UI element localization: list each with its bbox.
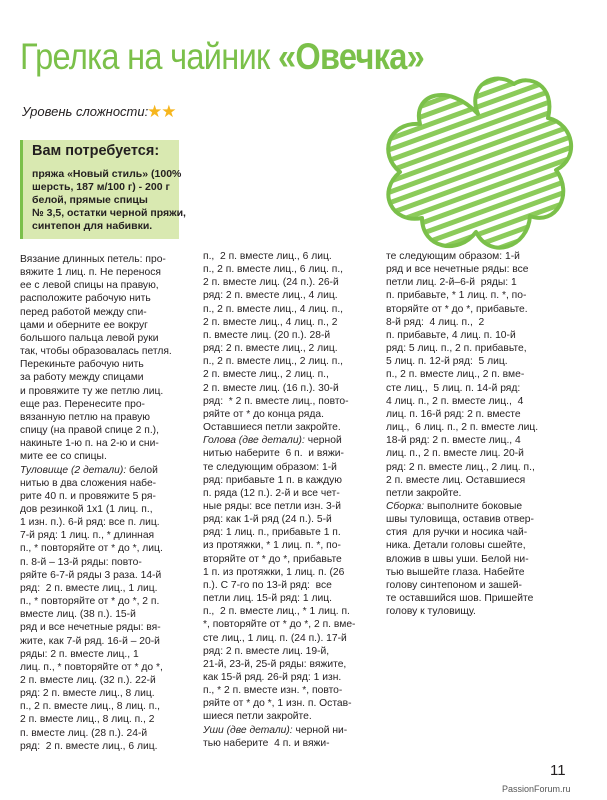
- watermark: PassionForum.ru: [502, 784, 571, 794]
- column2-body-2: черной ни- тью наберите 4 п. и вяжи-: [203, 724, 348, 749]
- page-title: [20, 36, 424, 78]
- column1-subheading: Туловище (2 детали):: [20, 464, 127, 476]
- column2-paragraph: п., 2 п. вместе лиц., 6 лиц. п., 2 п. вместе лиц., 6 лиц. п., 2 п. вместе лиц. (24 п.). 26-й ряд: 2 п. вместе лиц., 4 лиц. п., 2 п. вместе лиц., 4 лиц. п., 2 п. вместе лиц., 4 лиц. п., 2 п. вместе лиц. (20 п.). 28-й ряд: 2 п. вместе лиц., 2 лиц. п., 2 п. вместе лиц., 2 лиц. п., 2 п. вместе лиц., 2 лиц. п., 2 п. вместе лиц. (16 п.). 30-й ряд: * 2 п. вместе лиц., повто- ряйте от * до конца ряда. Оставшиеся петли закройте.: [203, 251, 349, 434]
- column3-subheading: Сборка:: [386, 500, 425, 512]
- text-column-3: [386, 250, 538, 618]
- column2-subheading: Голова (две детали):: [203, 435, 305, 447]
- title-name: «Овечка»: [277, 36, 425, 77]
- column3-body: выполните боковые швы туловища, оставив отвер- стия для ручки и носика чай- ника. Детали головы сшейте, вложив в швы уши. Белой ни- тью вышейте глаза. Набейте голову синтепоном и зашей- те оставшийся шов. Пришейте голову к туловищу.: [386, 500, 534, 618]
- text-column-1: [20, 253, 172, 753]
- column2-subheading-2: Уши (две детали):: [203, 724, 293, 736]
- text-column-2: [203, 250, 355, 750]
- column1-paragraph: Вязание длинных петель: про- вяжите 1 лиц. п. Не перенося ее с левой спицы на правую, расположите рабочую нить перед работой между спи- цами и оберните ее вокруг большого пальца левой руки так, чтобы образовалась петля. Перекиньте рабочую нить за работу между спицами и провяжите ту же петлю лиц. еще раз. Перенесите про- вязанную петлю на правую спицу (на правой спице 2 п.), накиньте 1-ю п. на 2-ю и сни- мите ее со спицы.: [20, 254, 172, 463]
- materials-heading: Вам потребуется:: [32, 143, 160, 159]
- difficulty-stars-icon: ★★: [147, 102, 176, 121]
- column1-body: белой нитью в два сложения набе- рите 40 п. и провяжите 5 ря- дов резинкой 1х1 (1 лиц. п., 1 изн. п.). 6-й ряд: все п. лиц. 7-й ряд: 1 лиц. п., * длинная п., * повторяйте от * до *, лиц. п. 8-й – 13-й ряды: повто- ряйте 6-7-й ряды 3 раза. 14-й ряд: 2 п. вместе лиц., 1 лиц. п., * повторяйте от * до *, 2 п. вместе лиц. (38 п.). 15-й ряд и все нечетные ряды: вя- жите, как 7-й ряд. 16-й – 20-й ряды: 2 п. вместе лиц., 1 лиц. п., * повторяйте от * до *, 2 п. вместе лиц. (32 п.). 22-й ряд: 2 п. вместе лиц., 8 лиц. п., 2 п. вместе лиц., 8 лиц. п., 2 п. вместе лиц., 8 лиц. п., 2 п. вместе лиц. (28 п.). 24-й ряд: 2 п. вместе лиц., 6 лиц.: [20, 464, 163, 752]
- title-prefix: Грелка на чайник: [20, 36, 278, 77]
- column3-paragraph: те следующим образом: 1-й ряд и все нечетные ряды: все петли лиц. 2-й–6-й ряды: 1 п. прибавьте, * 1 лиц. п. *, по- вторяйте от * до *, прибавьте. 8-й ряд: 4 лиц. п., 2 п. прибавьте, 4 лиц. п. 10-й ряд: 5 лиц. п., 2 п. прибавьте, 5 лиц. п. 12-й ряд: 5 лиц. п., 2 п. вместе лиц., 2 п. вме- сте лиц., 5 лиц. п. 14-й ряд: 4 лиц. п., 2 п. вместе лиц., 4 лиц. п. 16-й ряд: 2 п. вместе лиц., 6 лиц. п., 2 п. вместе лиц. 18-й ряд: 2 п. вместе лиц., 4 лиц. п., 2 п. вместе лиц. 20-й ряд: 2 п. вместе лиц., 2 лиц. п., 2 п. вместе лиц. Оставшиеся петли закройте.: [386, 251, 539, 499]
- materials-text: пряжа «Новый стиль» (100% шерсть, 187 м/100 г) - 200 г белой, прямые спицы № 3,5, остатки черной пряжи, синтепон для набивки.: [32, 168, 186, 232]
- column2-body: черной нитью наберите 6 п. и вяжи- те следующим образом: 1-й ряд: прибавьте 1 п. в каждую п. ряда (12 п.). 2-й и все чет- ные ряды: все петли изн. 3-й ряд: как 1-й ряд (24 п.). 5-й ряд: 1 лиц. п., прибавьте 1 п. из протяжки, * 1 лиц. п. *, по- вторяйте от * до *, прибавьте 1 п. из протяжки, 1 лиц. п. (26 п.). С 7-го по 13-й ряд: все петли лиц. 15-й ряд: 1 лиц. п., 2 п. вместе лиц., * 1 лиц. п. *, повторяйте от * до *, 2 п. вме- сте лиц., 1 лиц. п. (24 п.). 17-й ряд: 2 п. вместе лиц. 19-й, 21-й, 23-й, 25-й ряды: вяжите, как 15-й ряд. 26-й ряд: 1 изн. п., * 2 п. вместе изн. *, повто- ряйте от * до *, 1 изн. п. Остав- шиеся петли закройте.: [203, 435, 356, 723]
- difficulty-label: Уровень сложности:: [22, 104, 149, 119]
- page-number: 11: [550, 762, 566, 779]
- flower-illustration-icon: [378, 66, 578, 276]
